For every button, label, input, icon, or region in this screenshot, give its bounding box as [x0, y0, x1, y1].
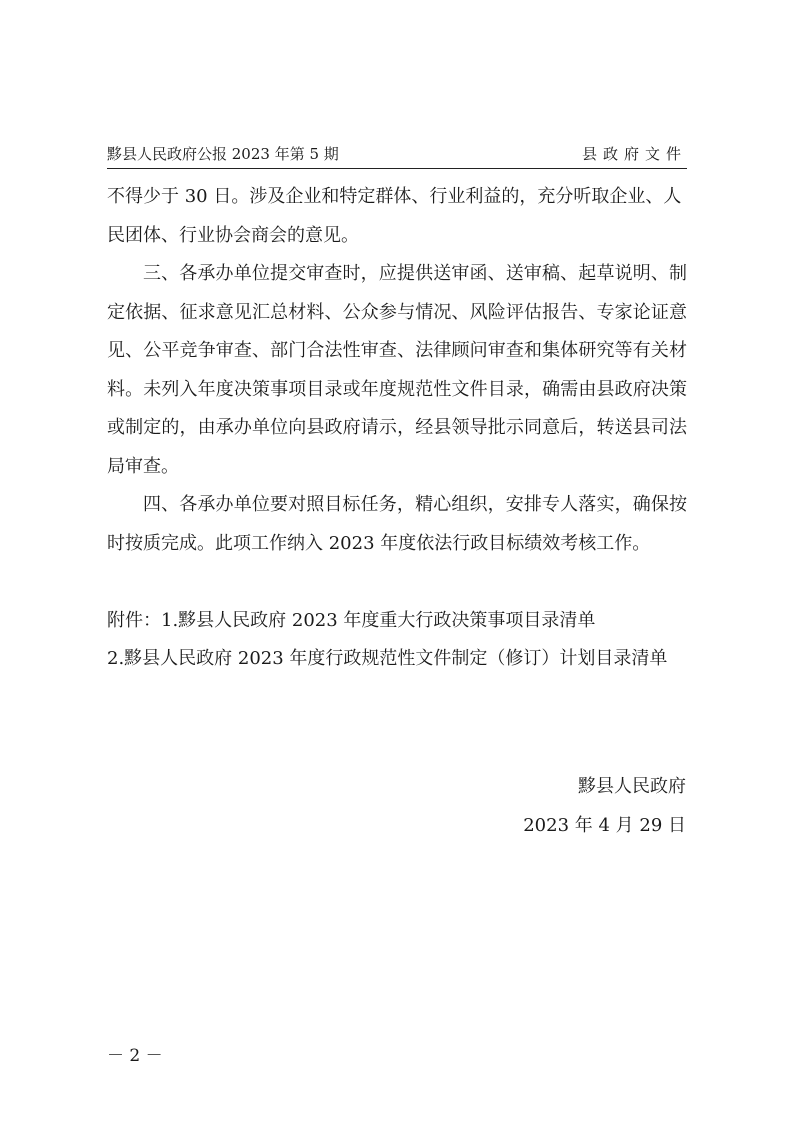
- document-body: [107, 178, 687, 679]
- attachment-label: 附件：: [107, 609, 161, 631]
- attachment-item-2: 2.黟县人民政府 2023 年度行政规范性文件制定（修订）计划目录清单: [107, 648, 668, 669]
- signature-block: [523, 768, 686, 845]
- paragraph-continued-line1: 不得少于 30 日。涉及企业和特定群体、行业利益的，充分听取企业、人: [107, 186, 682, 207]
- paragraph-4: 四、各承办单位要对照目标任务，精心组织，安排专人落实，确保按时按质完成。此项工作纳入 2023 年度依法行政目标绩效考核工作。: [107, 494, 687, 554]
- page-number: － 2 －: [107, 1046, 163, 1066]
- attachment-item-1-text: 1.黟县人民政府 2023 年度重大行政决策事项目录清单: [161, 609, 596, 631]
- spacer: [107, 563, 687, 602]
- paragraph-continued-line2: 民团体、行业协会商会的意见。: [107, 224, 359, 246]
- attachment-item-1: [107, 602, 687, 641]
- issue-date: 2023 年 4 月 29 日: [523, 814, 686, 836]
- bulletin-title: 黟县人民政府公报 2023 年第 5 期: [107, 145, 339, 163]
- issuing-organization: 黟县人民政府: [578, 776, 686, 797]
- header-divider: [107, 168, 687, 169]
- section-title: 县政府文件: [581, 145, 687, 163]
- page-header: [107, 143, 687, 165]
- paragraph-3: 三、各承办单位提交审查时，应提供送审函、送审稿、起草说明、制定依据、征求意见汇总材料、公众参与情况、风险评估报告、专家论证意见、公平竞争审查、部门合法性审查、法律顾问审查和集体研究等有关材料。未列入年度决策事项目录或年度规范性文件目录，确需由县政府决策或制定的，由承办单位向县政府请示，经县领导批示同意后，转送县司法局审查。: [107, 263, 687, 477]
